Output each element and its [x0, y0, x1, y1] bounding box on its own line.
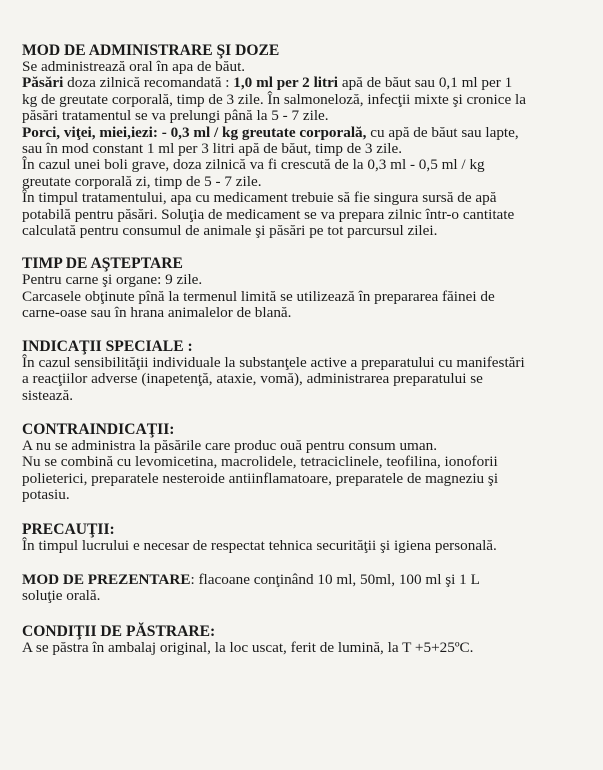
spacer	[22, 605, 593, 623]
text-line: În timpul lucrului e necesar de respectat tehnica securităţii şi igiena personală.	[22, 536, 497, 554]
section-timp-asteptare	[22, 255, 593, 321]
spacer	[22, 504, 593, 521]
text-line: În cazul sensibilităţii individuale la substanţele active a preparatului cu manifestări	[22, 353, 525, 371]
text-line: A se păstra în ambalaj original, la loc uscat, ferit de lumină, la T +5+25ºC.	[22, 638, 474, 656]
heading-mod-administrare: MOD DE ADMINISTRARE ŞI DOZE	[22, 42, 280, 59]
section-indicatii-speciale	[22, 338, 593, 404]
heading-contraindicatii: CONTRAINDICAŢII:	[22, 420, 175, 438]
section-conditii-pastrare	[22, 623, 593, 656]
spacer	[22, 404, 593, 421]
section-contraindicatii	[22, 421, 593, 504]
text-fragment: cu apă de băut sau lapte,	[366, 123, 519, 141]
text-line: păsări tratamentul se va prelungi până la 5 - 7 zile.	[22, 107, 329, 125]
bold-text: 1,0 ml per 2 litri	[233, 74, 339, 92]
text-fragment: doza zilnică recomandată :	[63, 74, 234, 92]
bold-text: Păsări	[22, 74, 64, 92]
heading-conditii-pastrare: CONDIŢII DE PĂSTRARE:	[22, 622, 216, 640]
section-mod-administrare	[22, 42, 593, 239]
text-line: În cazul unei boli grave, doza zilnică va fi crescută de la 0,3 ml - 0,5 ml / kg	[22, 156, 485, 174]
text-line: soluţie orală.	[22, 587, 101, 605]
spacer	[22, 322, 593, 338]
text-line: Se administrează oral în apa de băut.	[22, 58, 246, 75]
text-line: polieterici, preparatele nesteroide antiinflamatoare, preparatele de magneziu şi	[22, 469, 499, 487]
text-line	[22, 75, 593, 91]
text-line: potasiu.	[22, 486, 70, 504]
bold-text: Porci, viţei, miei,iezi: - 0,3 ml / kg greutate corporală,	[22, 123, 367, 141]
text-line: În timpul tratamentului, apa cu medicament trebuie să fie singura sursă de apă	[22, 189, 497, 207]
text-line: potabilă pentru păsări. Soluţia de medicament se va prepara zilnic într-o cantitate	[22, 205, 515, 223]
text-line: Nu se combină cu levomicetina, macrolidele, tetraciclinele, teofilina, ionoforii	[22, 453, 498, 471]
heading-precautii: PRECAUŢII:	[22, 520, 115, 538]
text-line: carne-oase sau în hrana animalelor de blană.	[22, 304, 292, 322]
text-line	[22, 572, 593, 588]
text-fragment: apă de băut sau 0,1 ml per 1	[338, 74, 513, 92]
heading-mod-prezentare: MOD DE PREZENTARE	[22, 570, 191, 588]
spacer	[22, 554, 593, 572]
text-fragment: : flacoane conţinând 10 ml, 50ml, 100 ml şi 1 L	[190, 570, 480, 588]
text-line: Carcasele obţinute pînă la termenul limită se utilizează în prepararea făinei de	[22, 287, 495, 305]
section-mod-prezentare	[22, 572, 593, 605]
text-line: sistează.	[22, 386, 74, 404]
text-line: calculată pentru consumul de animale şi păsări pe tot parcursul zilei.	[22, 222, 438, 240]
text-line: Pentru carne şi organe: 9 zile.	[22, 271, 203, 289]
text-line: a reacţiilor adverse (inapetenţă, ataxie, vomă), administrarea preparatului se	[22, 370, 483, 388]
spacer	[22, 239, 593, 255]
text-line: kg de greutate corporală, timp de 3 zile. În salmoneloză, infecţii mixte şi cronice la	[22, 90, 526, 108]
heading-indicatii-speciale: INDICAŢII SPECIALE :	[22, 337, 193, 355]
heading-timp-asteptare: TIMP DE AŞTEPTARE	[22, 255, 183, 273]
text-line: sau în mod constant 1 ml per 3 litri apă de băut, timp de 3 zile.	[22, 140, 403, 158]
text-line	[22, 125, 593, 141]
text-line: greutate corporală zi, timp de 5 - 7 zile.	[22, 172, 262, 190]
text-line: A nu se administra la păsările care produc ouă pentru consum uman.	[22, 436, 437, 454]
section-precautii	[22, 521, 593, 554]
